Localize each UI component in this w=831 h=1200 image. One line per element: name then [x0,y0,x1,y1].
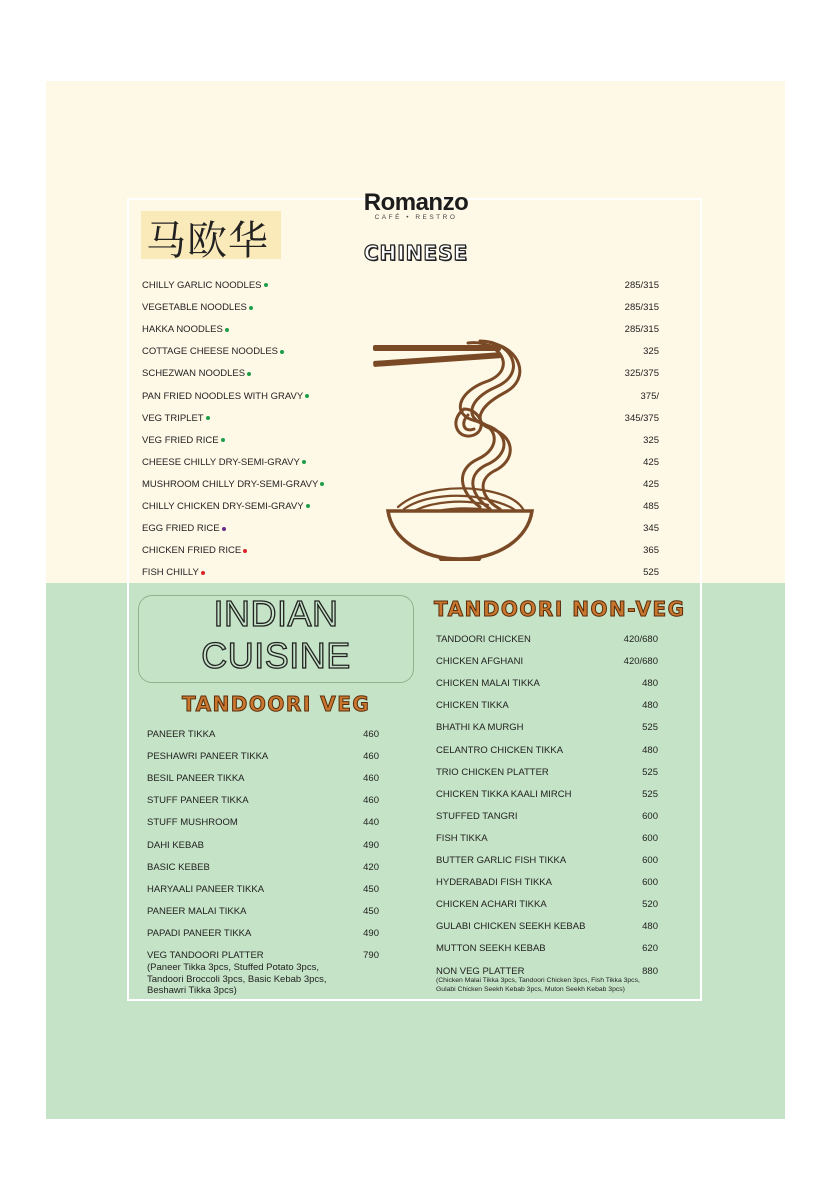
menu-item-label: CHICKEN TIKKA [436,700,509,712]
egg-indicator-icon [222,527,226,531]
indian-cuisine-heading [138,593,414,677]
menu-item-label: VEG TRIPLET [142,412,204,424]
veg-indicator-icon [302,460,306,464]
menu-item-label: VEGETABLE NOODLES [142,302,247,314]
brand-name: Romanzo [363,189,469,216]
menu-item-name [436,678,540,689]
menu-item-price: 620 [642,943,658,955]
menu-item-name [147,950,264,961]
menu-item-name [436,789,572,800]
menu-item-label: MUSHROOM CHILLY DRY-SEMI-GRAVY [142,478,319,490]
menu-item-label: BUTTER GARLIC FISH TIKKA [436,855,567,866]
menu-item-label: FISH CHILLY [142,567,199,579]
menu-item-label: CHICKEN TIKKA KAALI MIRCH [436,788,572,800]
nonveg-platter-note [436,977,640,994]
menu-item-price: 520 [642,899,658,911]
indian-heading-line-1: INDIAN [213,593,339,634]
menu-item-price: 460 [363,729,379,740]
menu-item-price: 325/375 [624,368,659,380]
chopstick-lower [373,352,501,367]
menu-item-price: 365 [643,545,659,557]
menu-item-label: PAN FRIED NOODLES WITH GRAVY [142,390,304,402]
menu-item-name [436,877,552,888]
menu-item-name [142,346,284,357]
menu-item-name [142,391,309,402]
menu-item-label: NON VEG PLATTER [436,965,525,977]
menu-item-name [436,656,523,667]
menu-item-name [436,833,488,844]
menu-item-price: 375/ [640,390,659,402]
menu-item-name [147,928,251,939]
menu-item-name [142,479,324,490]
menu-item-price: 460 [363,751,379,763]
menu-item-price: 490 [363,839,379,851]
menu-item-name [142,545,247,556]
menu-item-name [147,906,246,917]
menu-item-label: HYDERABADI FISH TIKKA [436,877,552,889]
menu-item-price: 525 [643,567,659,579]
menu-item-name [436,745,563,756]
veg-indicator-icon [264,283,268,287]
menu-item-label: PANEER MALAI TIKKA [147,905,247,917]
veg-platter-note-line: Tandoori Broccoli 3pcs, Basic Kebab 3pcs, [147,973,327,985]
menu-item-name [436,700,509,711]
menu-item-label: PANEER TIKKA [147,729,216,740]
veg-platter-note-line: (Paneer Tikka 3pcs, Stuffed Potato 3pcs, [147,962,319,973]
menu-item-price: 425 [643,456,659,468]
menu-item-label: CHEESE CHILLY DRY-SEMI-GRAVY [142,456,300,468]
menu-item-label: CHICKEN ACHARI TIKKA [436,899,547,911]
menu-item-name [147,884,264,895]
menu-item-label: HARYAALI PANEER TIKKA [147,883,265,895]
menu-item-name [142,368,251,379]
menu-item-price: 480 [642,744,658,756]
menu-item-price: 420/680 [623,656,658,668]
menu-item-name [436,855,566,866]
menu-item-label: PAPADI PANEER TIKKA [147,927,252,939]
menu-item-price: 525 [642,766,658,778]
menu-item-price: 480 [642,700,658,712]
menu-item-label: TRIO CHICKEN PLATTER [436,766,549,778]
menu-item-price: 480 [642,678,658,690]
menu-item-price: 285/315 [624,280,659,291]
menu-item-name [436,966,525,977]
menu-item-price: 525 [642,722,658,734]
menu-item-label: STUFFED TANGRI [436,810,518,822]
veg-indicator-icon [249,306,253,310]
menu-item-price: 600 [642,810,658,822]
menu-item-label: MUTTON SEEKH KEBAB [436,943,546,955]
menu-item-name [142,280,268,291]
tandoori-veg-title: TANDOORI VEG [182,692,371,716]
menu-item-price: 525 [642,788,658,800]
menu-item-label: CHICKEN AFGHANI [436,656,524,668]
menu-item-price: 285/315 [624,302,659,314]
menu-item-name [436,899,547,910]
menu-item-price: 480 [642,921,658,933]
menu-item-name [142,523,226,534]
menu-item-label: DAHI KEBAB [147,839,205,851]
veg-indicator-icon [247,372,251,376]
veg-platter-note-line: Beshawri Tikka 3pcs) [147,985,237,996]
menu-item-label: BESIL PANEER TIKKA [147,773,245,785]
menu-item-label: COTTAGE CHEESE NOODLES [142,346,279,358]
veg-platter-note [147,962,327,997]
menu-item-name [147,817,238,828]
indian-heading-line-2: CUISINE [201,635,351,676]
chinese-title: CHINESE [363,241,469,265]
nonveg-platter-note-line: Gulabi Chicken Seekh Kebab 3pcs, Muton Seekh Kebab 3pcs) [436,985,625,993]
menu-item-name [142,435,225,446]
menu-item-price: 420/680 [623,634,658,645]
menu-item-label: BASIC KEBEB [147,861,210,873]
menu-item-name [436,767,549,778]
veg-indicator-icon [306,504,310,508]
menu-item-name [147,795,249,806]
nonveg-indicator-icon [243,549,247,553]
menu-item-price: 600 [642,877,658,889]
menu-item-name [147,840,204,851]
veg-indicator-icon [221,438,225,442]
chopstick-upper [373,345,501,351]
veg-indicator-icon [225,328,229,332]
brand-tagline: CAFÉ • RESTRO [374,214,458,221]
menu-item-name [142,567,205,578]
menu-item-price: 460 [363,773,379,785]
menu-item-name [436,811,517,822]
menu-item-price: 325 [643,346,659,358]
noodle-bowl-illustration [368,329,538,561]
menu-item-label: CHILLY CHICKEN DRY-SEMI-GRAVY [142,501,304,512]
menu-item-name [436,722,523,733]
tandoori-nonveg-title: TANDOORI NON-VEG [434,597,686,621]
menu-item-label: PESHAWRI PANEER TIKKA [147,751,269,763]
menu-page [46,81,785,1119]
nonveg-indicator-icon [201,571,205,575]
menu-item-price: 325 [643,434,659,446]
menu-item-name [147,862,210,873]
menu-item-name [436,634,531,645]
menu-item-price: 490 [363,927,379,939]
nonveg-platter-note-line: (Chicken Malai Tikka 3pcs, Tandoori Chicken 3pcs, Fish Tikka 3pcs, [436,977,640,984]
menu-item-label: CHICKEN FRIED RICE [142,545,242,557]
menu-item-price: 285/315 [624,324,659,336]
menu-item-name [142,413,210,424]
menu-item-label: TANDOORI CHICKEN [436,634,531,645]
menu-item-label: HAKKA NOODLES [142,324,223,336]
menu-item-name [142,501,310,512]
menu-item-name [147,773,245,784]
chinese-characters: 马欧华 [146,218,269,264]
menu-item-price: 450 [363,905,379,917]
veg-indicator-icon [320,482,324,486]
menu-item-price: 440 [363,817,379,829]
menu-item-label: VEG FRIED RICE [142,434,219,446]
veg-indicator-icon [305,394,309,398]
menu-item-label: SCHEZWAN NOODLES [142,368,246,380]
menu-item-name [147,751,268,762]
menu-item-label: STUFF PANEER TIKKA [147,795,249,807]
menu-item-label: GULABI CHICKEN SEEKH KEBAB [436,921,586,933]
menu-item-price: 345 [643,523,659,535]
veg-indicator-icon [280,350,284,354]
menu-item-name [436,943,546,954]
menu-item-price: 460 [363,795,379,807]
menu-item-name [142,302,253,313]
menu-item-price: 345/375 [624,412,659,424]
menu-item-name [147,729,215,740]
menu-item-label: STUFF MUSHROOM [147,817,238,829]
menu-item-price: 600 [642,832,658,844]
menu-item-name [436,921,585,932]
menu-item-price: 790 [363,950,379,961]
menu-item-label: EGG FRIED RICE [142,523,220,535]
menu-item-label: VEG TANDOORI PLATTER [147,950,264,961]
menu-item-price: 450 [363,883,379,895]
menu-item-label: CHILLY GARLIC NOODLES [142,280,262,291]
menu-item-price: 425 [643,478,659,490]
menu-item-name [142,324,229,335]
menu-item-price: 420 [363,861,379,873]
menu-item-label: FISH TIKKA [436,832,488,844]
menu-item-name [142,457,306,468]
veg-indicator-icon [206,416,210,420]
menu-item-price: 485 [643,501,659,512]
menu-item-price: 600 [642,855,658,866]
menu-item-label: BHATHI KA MURGH [436,722,524,734]
menu-item-label: CHICKEN MALAI TIKKA [436,678,540,690]
menu-item-label: CELANTRO CHICKEN TIKKA [436,744,564,756]
menu-item-price: 880 [642,965,658,977]
brand-logo [346,189,486,221]
